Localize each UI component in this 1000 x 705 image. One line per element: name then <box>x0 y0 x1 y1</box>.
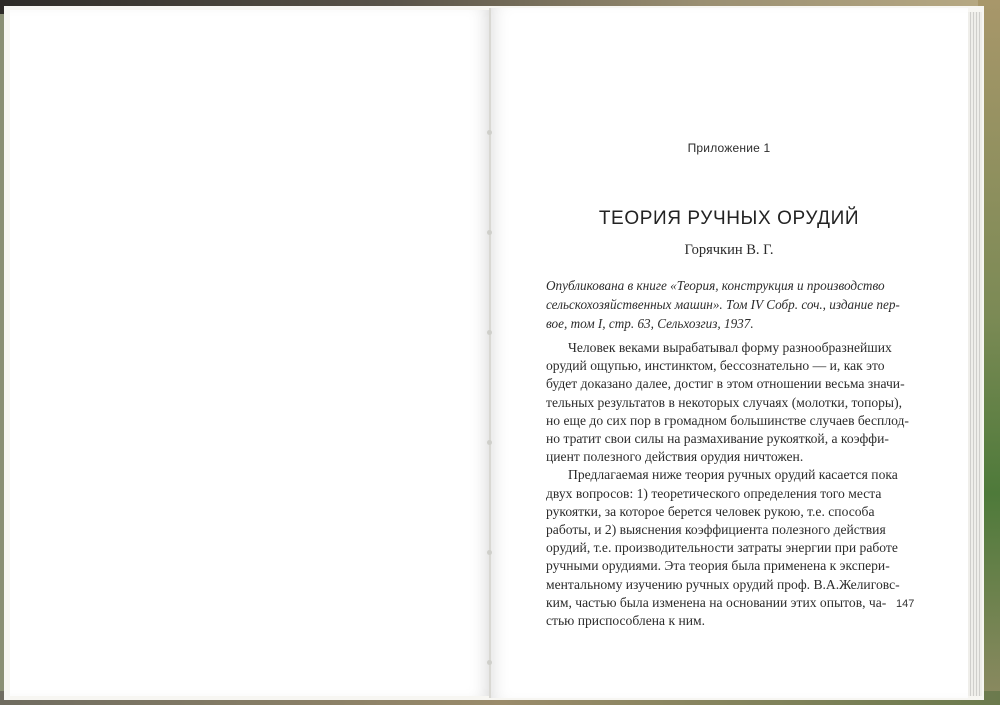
body-line: ким, частью была изменена на основании этих опытов, ча- <box>546 594 887 610</box>
binding-stitch <box>487 130 492 135</box>
binding-stitch <box>487 440 492 445</box>
binding-stitch <box>487 230 492 235</box>
author: Горячкин В. Г. <box>684 242 774 258</box>
right-page <box>490 8 968 698</box>
note-line: вое, том I, стр. 63, Сельхозгиз, 1937. <box>546 316 754 331</box>
chapter-title: ТЕОРИЯ РУЧНЫХ ОРУДИЙ <box>598 208 860 229</box>
book-gutter <box>489 8 491 698</box>
body-line: стью приспособлена к ним. <box>546 613 706 629</box>
body-line: работы, и 2) выяснения коэффициента полезного действия <box>546 522 886 538</box>
page-edges <box>968 12 982 696</box>
body-line: но тратит свои силы на размахивание рукояткой, а коэффи- <box>546 431 889 447</box>
binding-stitch <box>487 550 492 555</box>
body-line: двух вопросов: 1) теоретического определения того места <box>546 485 882 501</box>
body-line: будет доказано далее, достиг в этом отношении весьма значи- <box>546 376 905 392</box>
body-line: Предлагаемая ниже теория ручных орудий касается пока <box>568 467 898 483</box>
binding-stitch <box>487 330 492 335</box>
body-line: ментальному изучению ручных орудий проф. В.А.Желиговс- <box>546 576 900 592</box>
binding-stitch <box>487 660 492 665</box>
appendix-label: Приложение 1 <box>687 141 771 155</box>
note-line: сельскохозяйственных машин». Том IV Собр. соч., издание пер- <box>546 297 900 312</box>
note-line: Опубликована в книге «Теория, конструкция и производство <box>546 278 885 293</box>
body-line: орудий, т.е. производительности затраты энергии при работе <box>546 540 898 556</box>
publication-note <box>546 276 918 333</box>
body-line: тельных результатов в некоторых случаях (молотки, топоры), <box>546 394 902 410</box>
body-line: ручными орудиями. Эта теория была применена к экспери- <box>546 558 890 574</box>
body-text <box>546 339 914 630</box>
page-number: 147 <box>896 598 915 610</box>
body-line: Человек веками вырабатывал форму разнообразнейших <box>568 340 892 355</box>
body-line: но еще до сих пор в громадном большинстве случаев бесплод- <box>546 412 909 428</box>
body-line: орудий ощупью, инстинктом, бессознательно — и, как это <box>546 358 885 374</box>
body-line: циент полезного действия орудия ничтожен. <box>546 449 804 465</box>
left-page-blank <box>10 10 490 696</box>
body-line: рукоятки, за которое берется человек рукою, т.е. способа <box>546 503 875 519</box>
